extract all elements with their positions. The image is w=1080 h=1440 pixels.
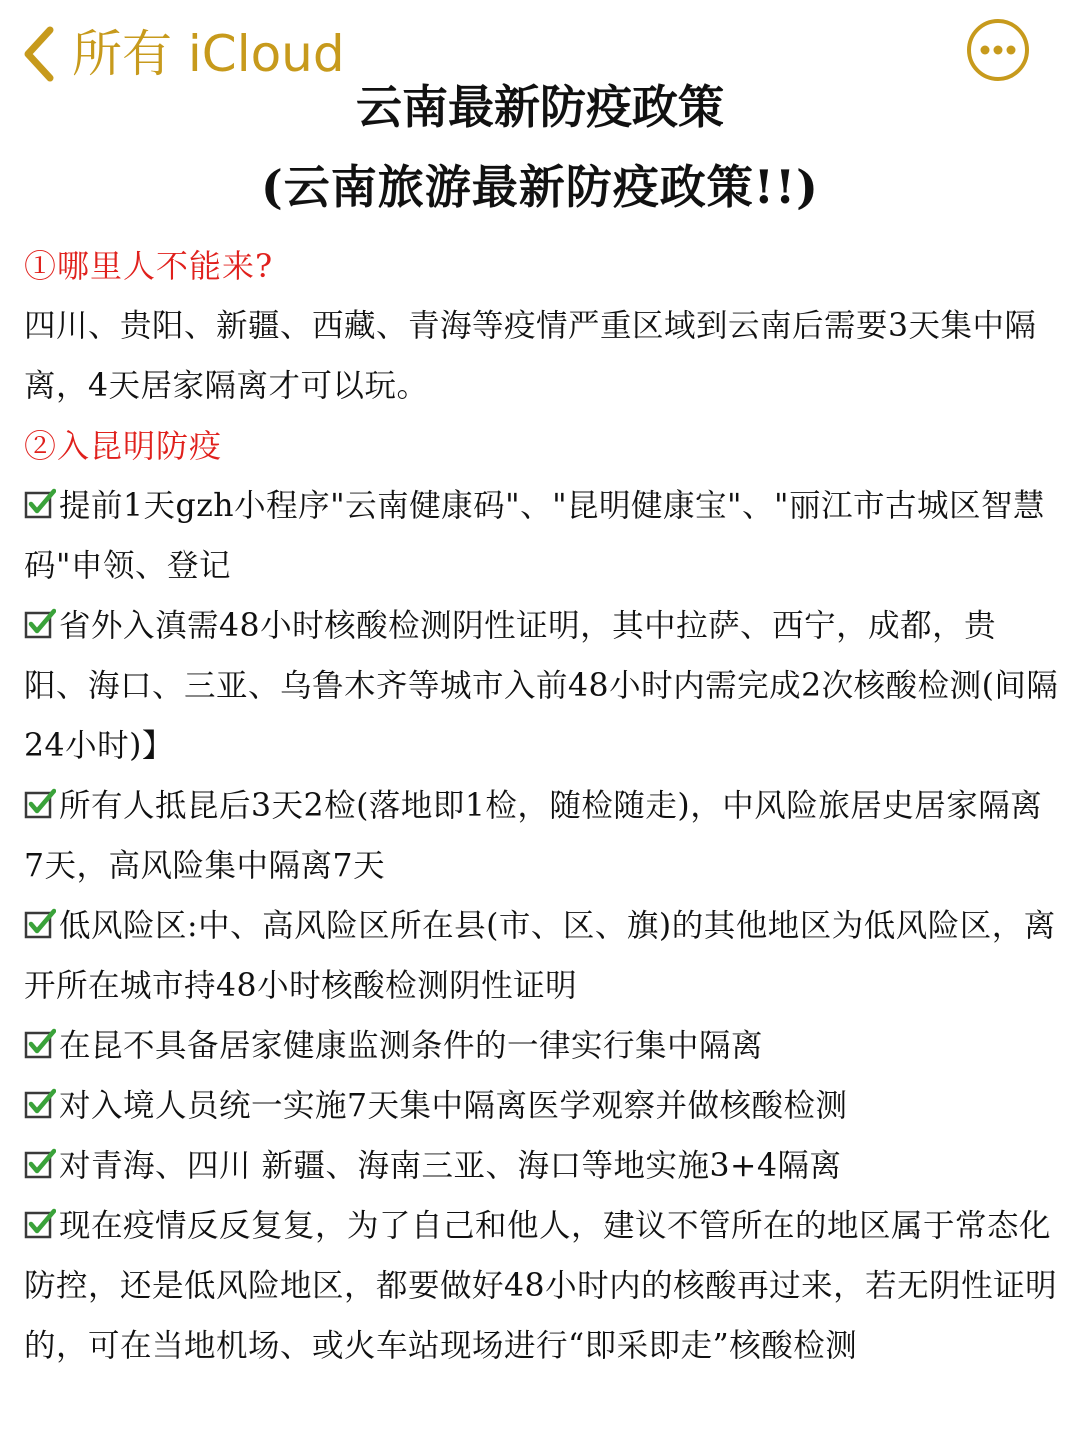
- navigation-bar: [0, 0, 1080, 88]
- checkbox-checked-icon: [24, 608, 56, 640]
- page-subtitle: (云南旅游最新防疫政策!!): [261, 160, 819, 214]
- check-list-item: [24, 1196, 1060, 1376]
- page-title: 云南最新防疫政策: [356, 80, 724, 134]
- check-item-text: 低风险区:中、高风险区所在县(市、区、旗)的其他地区为低风险区，离开所在城市持48小时核酸检测阴性证明: [24, 908, 1056, 1004]
- more-options-button[interactable]: [965, 17, 1031, 83]
- chevron-left-icon: [22, 24, 56, 84]
- section-1-paragraph: 四川、贵阳、新疆、西藏、青海等疫情严重区域到云南后需要3天集中隔离，4天居家隔离才可以玩。: [24, 308, 1037, 404]
- checkbox-checked-icon: [24, 908, 56, 940]
- check-item-text: 提前1天gzh小程序"云南健康码"、"昆明健康宝"、"丽江市古城区智慧码"申领、登记: [24, 488, 1046, 584]
- note-body: [24, 236, 1060, 1376]
- check-item-text: 在昆不具备居家健康监测条件的一律实行集中隔离: [59, 1028, 764, 1064]
- checkbox-checked-icon: [24, 1208, 56, 1240]
- checkbox-checked-icon: [24, 1148, 56, 1180]
- check-list-item: [24, 896, 1060, 1016]
- section-heading-1: ①哪里人不能来?: [24, 247, 274, 285]
- check-item-text: 现在疫情反反复复，为了自己和他人，建议不管所在的地区属于常态化防控，还是低风险地区，都要做好48小时内的核酸再过来，若无阴性证明的，可在当地机场、或火车站现场进行“即采即走”核酸检测: [24, 1208, 1058, 1364]
- back-button[interactable]: [22, 22, 345, 86]
- check-item-text: 所有人抵昆后3天2检(落地即1检，随检随走)，中风险旅居史居家隔离7天，高风险集中隔离7天: [24, 788, 1043, 884]
- check-item-text: 对青海、四川 新疆、海南三亚、海口等地实施3+4隔离: [59, 1148, 842, 1184]
- back-button-label: 所有 iCloud: [72, 25, 345, 83]
- checkbox-checked-icon: [24, 488, 56, 520]
- checkbox-checked-icon: [24, 1028, 56, 1060]
- check-list-item: [24, 1136, 1060, 1196]
- check-list-item: [24, 596, 1060, 776]
- check-list-item: [24, 776, 1060, 896]
- check-list-item: [24, 1016, 1060, 1076]
- note-title: [0, 78, 1080, 216]
- checkbox-checked-icon: [24, 1088, 56, 1120]
- check-list-item: [24, 1076, 1060, 1136]
- check-list-item: [24, 476, 1060, 596]
- check-item-text: 省外入滇需48小时核酸检测阴性证明，其中拉萨、西宁，成都，贵阳、海口、三亚、乌鲁木齐等城市入前48小时内需完成2次核酸检测(间隔24小时)】: [24, 608, 1059, 764]
- more-options-icon: [965, 17, 1031, 83]
- checkbox-checked-icon: [24, 788, 56, 820]
- check-item-text: 对入境人员统一实施7天集中隔离医学观察并做核酸检测: [59, 1088, 848, 1124]
- section-heading-2: ②入昆明防疫: [24, 427, 223, 465]
